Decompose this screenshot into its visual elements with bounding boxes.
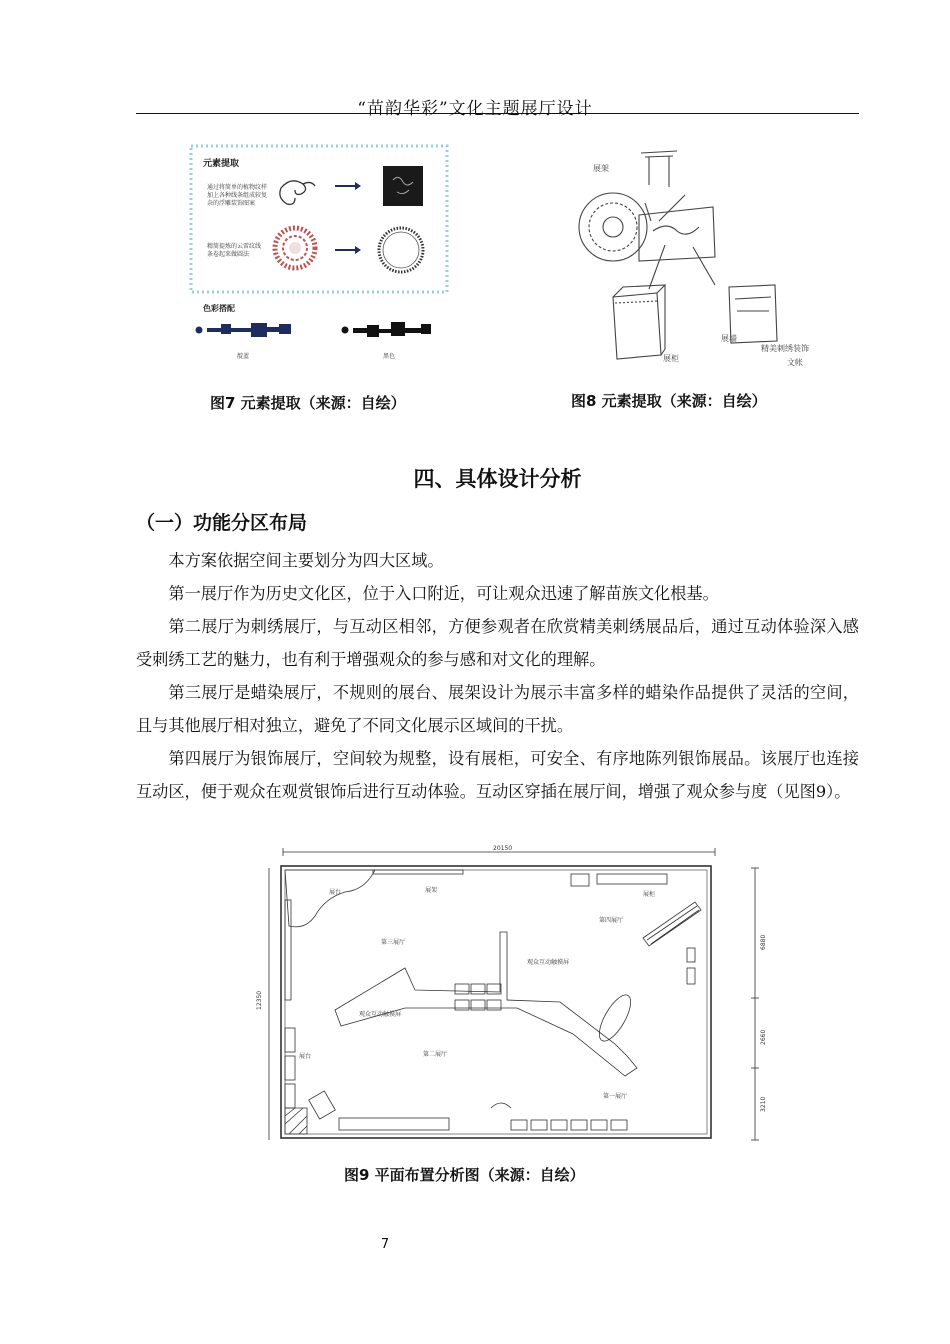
elliptical-stage bbox=[593, 990, 636, 1045]
fig7-text2-line1: 精简提炼的云雷纹线 bbox=[207, 243, 262, 250]
running-header: “苗韵华彩”文化主题展厅设计 bbox=[357, 99, 593, 119]
paragraph-4: 第三展厅是蜡染展厅，不规则的展台、展架设计为展示丰富多样的蜡染作品提供了灵活的空间，且与其他展厅相对独立，避免了不同文化展示区域间的干扰。 bbox=[136, 683, 859, 735]
room-label-hall-3: 第三展厅 bbox=[381, 939, 406, 946]
hand-sketch-lines bbox=[579, 151, 777, 359]
fig8-label-embroidery: 精美刺绣装饰 bbox=[761, 344, 809, 353]
figure-7-caption: 图7 元素提取（来源：自绘） bbox=[210, 394, 406, 412]
dim-right-value-2: 2660 bbox=[760, 1029, 767, 1045]
room-label-shelf: 展架 bbox=[425, 887, 438, 894]
fig7-color1-label: 靛蓝 bbox=[237, 353, 250, 360]
room-label-touchscreen-2: 观众互动触摸屏 bbox=[359, 1011, 402, 1018]
outer-wall bbox=[281, 866, 711, 1138]
room-label-stage-1: 展台 bbox=[329, 889, 342, 896]
top-shelf bbox=[373, 870, 463, 874]
fig8-label-rack: 展架 bbox=[593, 164, 609, 173]
arrow-right-icon bbox=[335, 182, 361, 190]
dim-right-value-1: 6880 bbox=[760, 934, 767, 950]
fig8-label-wall: 展墙 bbox=[721, 334, 737, 343]
subsection-title: （一）功能分区布局 bbox=[136, 512, 308, 534]
black-swatch bbox=[342, 322, 432, 337]
irregular-stage bbox=[285, 870, 375, 927]
central-divider-wall bbox=[335, 932, 637, 1076]
header-rule bbox=[136, 113, 859, 114]
hatched-wall bbox=[643, 902, 701, 946]
dim-right-value-3: 3210 bbox=[760, 1096, 767, 1112]
figure-8-sketch bbox=[565, 135, 840, 380]
figure-8-caption: 图8 元素提取（来源：自绘） bbox=[571, 392, 767, 410]
body-text bbox=[136, 544, 859, 808]
plant-ornament-icon bbox=[280, 181, 315, 205]
room-label-cabinet: 展柜 bbox=[643, 891, 656, 898]
cloud-thunder-disc-icon bbox=[275, 228, 315, 268]
fig8-label-curtain: 文帐 bbox=[787, 358, 803, 367]
paragraph-2: 第一展厅作为历史文化区，位于入口附近，可让观众迅速了解苗族文化根基。 bbox=[168, 584, 719, 603]
fig8-label-cabinet: 展柜 bbox=[663, 354, 679, 363]
room-label-hall-1: 第一展厅 bbox=[603, 1093, 628, 1100]
dim-left-value: 12350 bbox=[256, 990, 263, 1010]
indigo-swatch bbox=[196, 323, 292, 337]
figure-9-floor-plan bbox=[255, 840, 775, 1150]
fig7-text1-line3: 杂的浮雕装饰图案 bbox=[207, 200, 256, 207]
fig7-text1-line1: 通过将简单的植物纹样 bbox=[207, 184, 268, 191]
figure-7-element-extraction bbox=[185, 140, 455, 370]
relief-pattern-image bbox=[383, 166, 423, 206]
ring-pattern-icon bbox=[379, 228, 423, 272]
paragraph-3: 第二展厅为刺绣展厅，与互动区相邻，方便参观者在欣赏精美刺绣展品后，通过互动体验深入感受刺绣工艺的魅力，也有利于增强观众的参与感和对文化的理解。 bbox=[136, 617, 859, 669]
room-label-stage-2: 展台 bbox=[299, 1053, 312, 1060]
fig7-color-title: 色彩搭配 bbox=[203, 304, 235, 313]
fig7-panel-title: 元素提取 bbox=[203, 159, 240, 169]
arrow-right-icon-2 bbox=[335, 246, 361, 254]
paragraph-5: 第四展厅为银饰展厅，空间较为规整，设有展柜，可安全、有序地陈列银饰展品。该展厅也连接互动区，便于观众在观赏银饰后进行互动体验。互动区穿插在展厅间，增强了观众参与度（见图9）。 bbox=[136, 749, 859, 801]
fig7-text1-line2: 加上各种线条组成较复 bbox=[207, 192, 268, 199]
room-label-hall-4: 第四展厅 bbox=[599, 917, 624, 924]
dim-top-value: 20150 bbox=[493, 845, 513, 852]
fig7-color2-label: 黑色 bbox=[383, 353, 396, 360]
page-number: 7 bbox=[380, 1237, 390, 1252]
fig7-text2-line2: 条卷起来做圆法 bbox=[207, 251, 250, 258]
room-label-hall-2: 第二展厅 bbox=[423, 1051, 448, 1058]
paragraph-1: 本方案依据空间主要划分为四大区域。 bbox=[168, 551, 444, 570]
figure-9-caption: 图9 平面布置分析图（来源：自绘） bbox=[344, 1166, 585, 1184]
room-label-touchscreen-1: 观众互动触摸屏 bbox=[527, 959, 570, 966]
section-title: 四、具体设计分析 bbox=[413, 467, 582, 491]
